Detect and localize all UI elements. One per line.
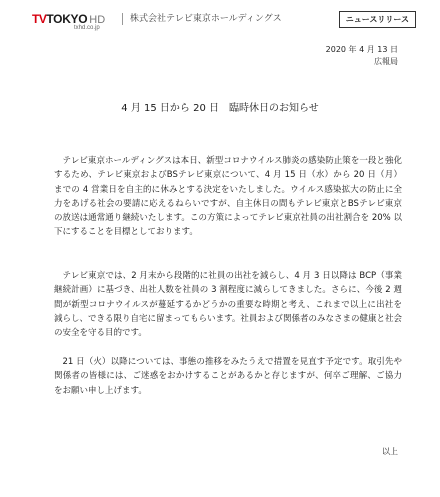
date-block bbox=[326, 44, 398, 68]
company-name: 株式会社テレビ東京ホールディングス bbox=[130, 14, 282, 24]
logo-hd: HD bbox=[89, 14, 106, 26]
header-divider bbox=[122, 13, 123, 25]
paragraph-1: テレビ東京ホールディングスは本日、新型コロナウイルス肺炎の感染防止策を一段と強化するため、テレビ東京およびBSテレビ東京について、4 月 15 日（水）から 20 日（月）までの 4 営業日を自主的に休みとする決定をいたしました。ウイルス感染拡大の防止に全力をあげる社会の要請に応えるねらいですが、自主休日の間もテレビ東京とBSテレビ東京の放送は通常通り継続いたします。この方策によってテレビ東京社員の出社割合を 20% 以下にすることを目標としております。 bbox=[54, 156, 402, 238]
paragraph-2: テレビ東京では、2 月末から段階的に社員の出社を減らし、4 月 3 日以降は BCP（事業継続計画）に基づき、出社人数を社員の 3 割程度に減らしてきました。さらに、今後 2 週間が新型コロナウイルスが蔓延するかどうかの重要な時期と考え、これまで以上に出社を減らし、できる限り自宅に留まってもらいます。社員および関係者のみなさまの健康と社会の安全を守る目的です。 bbox=[54, 271, 402, 339]
logo-url: txhd.co.jp bbox=[74, 25, 100, 31]
release-date: 2020 年 4 月 13 日 bbox=[325, 45, 398, 54]
logo-tokyo: TOKYO bbox=[46, 12, 88, 26]
letterhead bbox=[14, 8, 426, 40]
document-title: 4 月 15 日から 20 日 臨時休日のお知らせ bbox=[121, 103, 319, 114]
logo-tv: TV bbox=[32, 12, 47, 26]
paragraph-3: 21 日（火）以降については、事態の推移をみたうえで措置を見直す予定です。取引先や関係者の皆様には、ご迷惑をおかけすることがあるかと存じますが、何卒ご理解、ご協力をお願い申し上げます。 bbox=[54, 357, 403, 396]
closing-mark: 以上 bbox=[382, 447, 398, 456]
department: 広報局 bbox=[374, 57, 398, 66]
tv-tokyo-hd-logo bbox=[32, 10, 144, 40]
news-release-badge: ニュースリリース bbox=[339, 11, 416, 28]
